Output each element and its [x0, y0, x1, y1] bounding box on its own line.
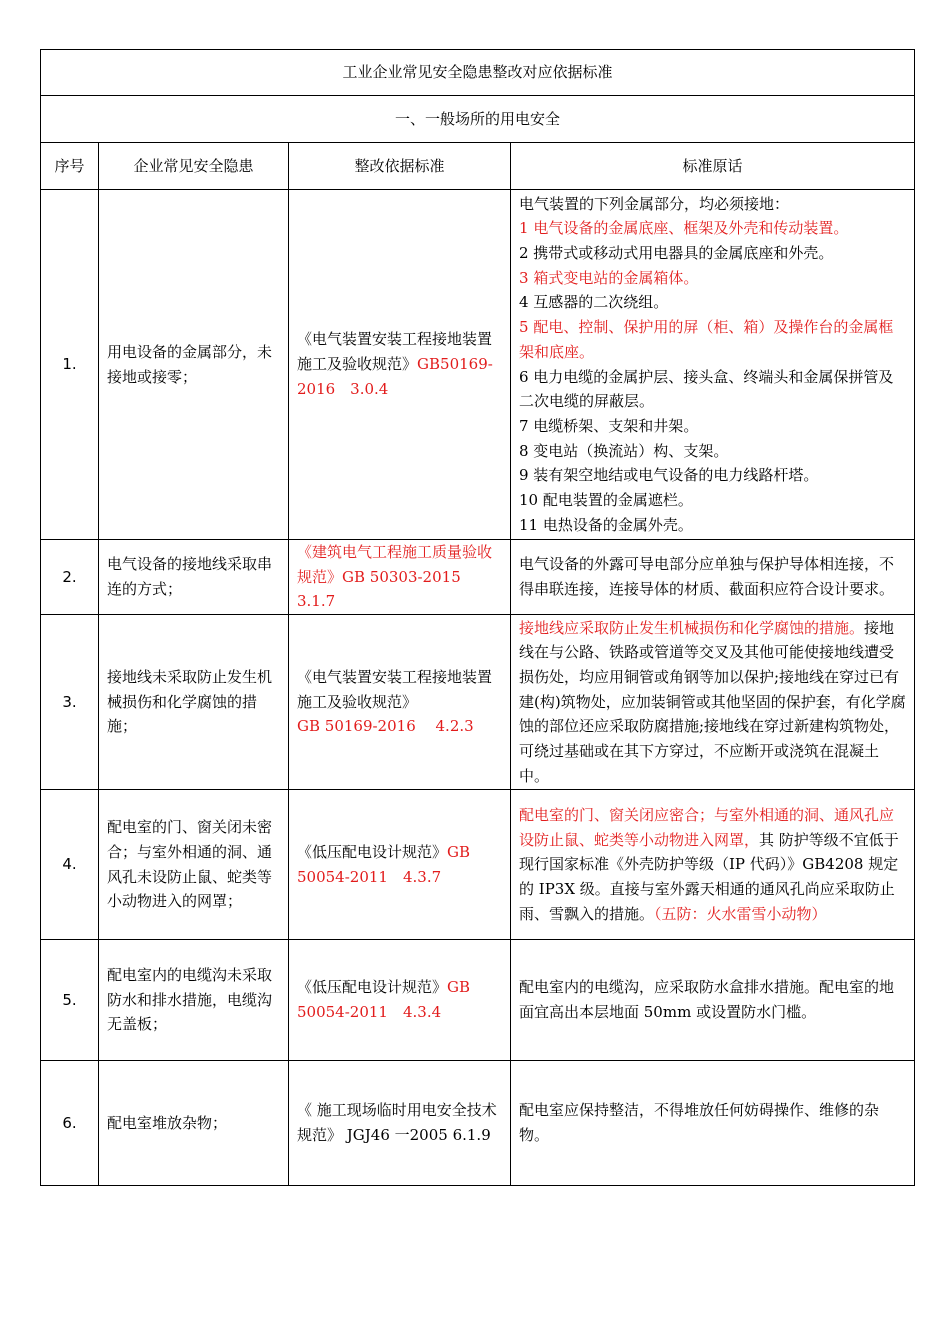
standard-text: 《电气装置安装工程接地装置施工及验收规范》 [297, 330, 493, 374]
original-text: 接地线在与公路、铁路或管道等交叉及其他可能使接地线遭受损伤处，均应用铜管或角钢等加以保护;接地线在穿过已有建(构)筑物处，应加装铜管或其他坚固的保护套，有化学腐蚀的部位还应采取防腐措施;接地线在穿过新建构筑物处，可绕过基础或在其下方穿过，不应断开或浇筑在混凝土中。 [519, 618, 906, 785]
column-header-original: 标准原话 [511, 143, 915, 190]
original-text: 其 防护等级不宜低于现行国家标准《外壳防护等级（IP 代码）》GB4208 规定的 IP3X 级。直接与室外露天相通的通风孔尚应采取防止雨、雪飘入的措施。 [519, 830, 899, 923]
row-number: 1. [41, 190, 99, 540]
original-line: 5 配电、控制、保护用的屏（柜、箱）及操作台的金属框架和底座。 [519, 318, 894, 361]
original-line: 8 变电站（换流站）构、支架。 [519, 441, 729, 460]
table-row [41, 540, 915, 615]
standard-code: GB50169-2016 3.0.4 [297, 355, 493, 398]
standard-text: 《低压配电设计规范》 [297, 842, 448, 861]
hazard-cell: 配电室堆放杂物； [99, 1061, 289, 1186]
original-cell [511, 790, 915, 940]
original-line: 6 电力电缆的金属护层、接头盒、终端头和金属保拼管及二次电缆的屏蔽层。 [519, 367, 894, 411]
standard-text: 《 施工现场临时用电安全技术规范》 JGJ46 一2005 6.1.9 [297, 1101, 497, 1145]
standard-code: GB 50169-2016 4.2.3 [297, 717, 474, 736]
table-row [41, 190, 915, 540]
table-row [41, 1061, 915, 1186]
original-line: 9 装有架空地结或电气设备的电力线路杆塔。 [519, 466, 819, 485]
row-number: 2. [41, 540, 99, 615]
standard-cell [289, 615, 511, 790]
standard-code: 《建筑电气工程施工质量验收规范》GB 50303-2015 3.1.7 [297, 543, 493, 611]
original-line: 4 互感器的二次绕组。 [519, 293, 669, 312]
hazard-cell: 用电设备的金属部分，未接地或接零； [99, 190, 289, 540]
standard-text: 《低压配电设计规范》 [297, 978, 448, 997]
document-title: 工业企业常见安全隐患整改对应依据标准 [41, 50, 915, 96]
original-cell: 电气设备的外露可导电部分应单独与保护导体相连接，不得串联连接，连接导体的材质、截面积应符合设计要求。 [511, 540, 915, 615]
table-row [41, 615, 915, 790]
original-line: 10 配电装置的金属遮栏。 [519, 491, 693, 510]
original-cell [511, 615, 915, 790]
row-number: 4. [41, 790, 99, 940]
row-number: 3. [41, 615, 99, 790]
original-line: 2 携带式或移动式用电器具的金属底座和外壳。 [519, 243, 834, 262]
original-line: 3 箱式变电站的金属箱体。 [519, 268, 699, 287]
original-line: 电气装置的下列金属部分，均必须接地： [519, 194, 790, 213]
original-note: （五防：火水雷雪小动物） [654, 904, 827, 923]
row-number: 5. [41, 940, 99, 1061]
hazard-standards-table [40, 49, 915, 1186]
standard-text: 《电气装置安装工程接地装置施工及验收规范》 [297, 668, 493, 711]
column-header-hazard: 企业常见安全隐患 [99, 143, 289, 190]
standard-cell [289, 790, 511, 940]
column-header-standard: 整改依据标准 [289, 143, 511, 190]
standard-cell [289, 190, 511, 540]
standard-code: GB 50054-2011 4.3.4 [297, 978, 471, 1022]
original-cell: 配电室内的电缆沟，应采取防水盒排水措施。配电室的地面宜高出本层地面 50mm 或设置防水门槛。 [511, 940, 915, 1061]
hazard-cell: 配电室内的电缆沟未采取防水和排水措施，电缆沟无盖板； [99, 940, 289, 1061]
original-line: 7 电缆桥架、支架和井架。 [519, 416, 699, 435]
original-cell [511, 190, 915, 540]
hazard-cell: 接地线未采取防止发生机械损伤和化学腐蚀的措施； [99, 615, 289, 790]
hazard-cell: 电气设备的接地线采取串连的方式； [99, 540, 289, 615]
section-heading: 一、一般场所的用电安全 [41, 96, 915, 143]
table-row [41, 790, 915, 940]
original-highlight: 配电室的门、窗关闭应密合；与室外相通的洞、通风孔应设防止鼠、蛇类等小动物进入网罩， [519, 805, 895, 849]
standard-cell [289, 1061, 511, 1186]
original-line: 1 电气设备的金属底座、框架及外壳和传动装置。 [519, 219, 849, 238]
table-row [41, 940, 915, 1061]
row-number: 6. [41, 1061, 99, 1186]
standard-code: GB 50054-2011 4.3.7 [297, 842, 471, 886]
standard-cell [289, 540, 511, 615]
hazard-cell: 配电室的门、窗关闭未密合；与室外相通的洞、通风孔未设防止鼠、蛇类等小动物进入的网罩； [99, 790, 289, 940]
original-cell: 配电室应保持整洁，不得堆放任何妨碍操作、维修的杂物。 [511, 1061, 915, 1186]
column-header-no: 序号 [41, 143, 99, 190]
standard-cell [289, 940, 511, 1061]
original-line: 11 电热设备的金属外壳。 [519, 515, 693, 534]
original-highlight: 接地线应采取防止发生机械损伤和化学腐蚀的措施。 [519, 618, 865, 637]
